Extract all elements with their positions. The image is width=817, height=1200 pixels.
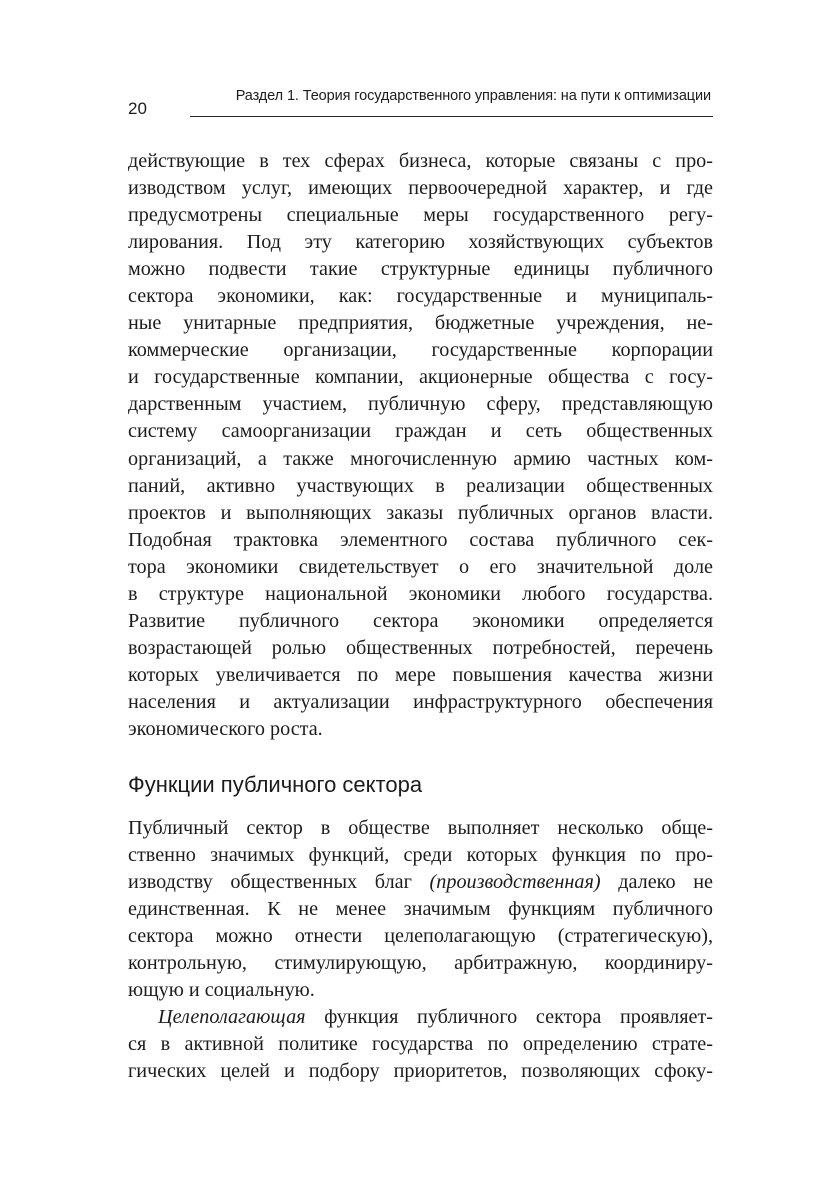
text-line: экономического роста. [128,717,323,740]
text-line: ственно значимых функций, среди которых функция по про- [128,844,713,867]
emphasis-term: Целеполагающая [158,1006,306,1029]
text-line [128,1004,713,1031]
text-run: функция публичного сектора проявляет- [305,1006,713,1029]
text-line: единственная. К не менее значимым функциям публичного [128,898,713,921]
text-line: Подобная трактовка элементного состава публичного сек- [128,528,713,551]
text-line: действующие в тех сферах бизнеса, которые связаны с про- [128,150,713,172]
text-line: организаций, а также многочисленную армию частных ком- [128,447,713,470]
text-line: контрольную, стимулирующую, арбитражную, координиру- [128,952,713,975]
paragraph-2 [128,815,713,1085]
text-line: возрастающей ролью общественных потребностей, перечень [128,636,713,659]
text-line: сектора можно отнести целеполагающую (стратегическую), [128,925,713,948]
text-line: проектов и выполняющих заказы публичных органов власти. [128,501,713,524]
text-line: ные унитарные предприятия, бюджетные учреждения, не- [128,312,713,335]
text-line: тора экономики свидетельствует о его значительной доле [128,555,713,578]
text-line: можно подвести такие структурные единицы публичного [128,258,713,281]
text-line [128,869,713,896]
emphasis-term: (производственная) [429,871,601,894]
text-line: изводством услуг, имеющих первоочередной характер, и где [128,177,713,200]
text-line: которых увеличивается по мере повышения качества жизни [128,663,713,686]
text-line: коммерческие организации, государственные корпорации [128,339,713,362]
text-line: ся в активной политике государства по определению страте- [128,1033,713,1056]
text-line: предусмотрены специальные меры государственного регу- [128,204,713,227]
text-line: Публичный сектор в обществе выполняет несколько обще- [128,817,713,839]
text-line: населения и актуализации инфраструктурного обеспечения [128,690,713,713]
text-line: лирования. Под эту категорию хозяйствующих субъектов [128,231,713,254]
paragraph-1 [128,148,713,743]
text-line: ющую и социальную. [128,979,315,1002]
text-line: сектора экономики, как: государственные и муниципаль- [128,285,713,308]
text-line: Развитие публичного сектора экономики определяется [128,609,713,632]
page-number: 20 [128,99,147,118]
text-run: изводству общественных благ [128,871,430,894]
header-rule [190,116,713,117]
text-run: далеко не [600,871,713,894]
section-heading: Функции публичного сектора [128,772,423,797]
text-line: гических целей и подбору приоритетов, позволяющих сфоку- [128,1060,713,1083]
text-line: в структуре национальной экономики любого государства. [128,582,713,605]
text-line: систему самоорганизации граждан и сеть общественных [128,420,713,443]
running-head: Раздел 1. Теория государственного управления: на пути к оптимизации [235,88,711,104]
text-line: паний, активно участвующих в реализации общественных [128,474,713,497]
text-line: дарственным участием, публичную сферу, представляющую [128,393,713,416]
text-line: и государственные компании, акционерные общества с госу- [128,366,713,389]
